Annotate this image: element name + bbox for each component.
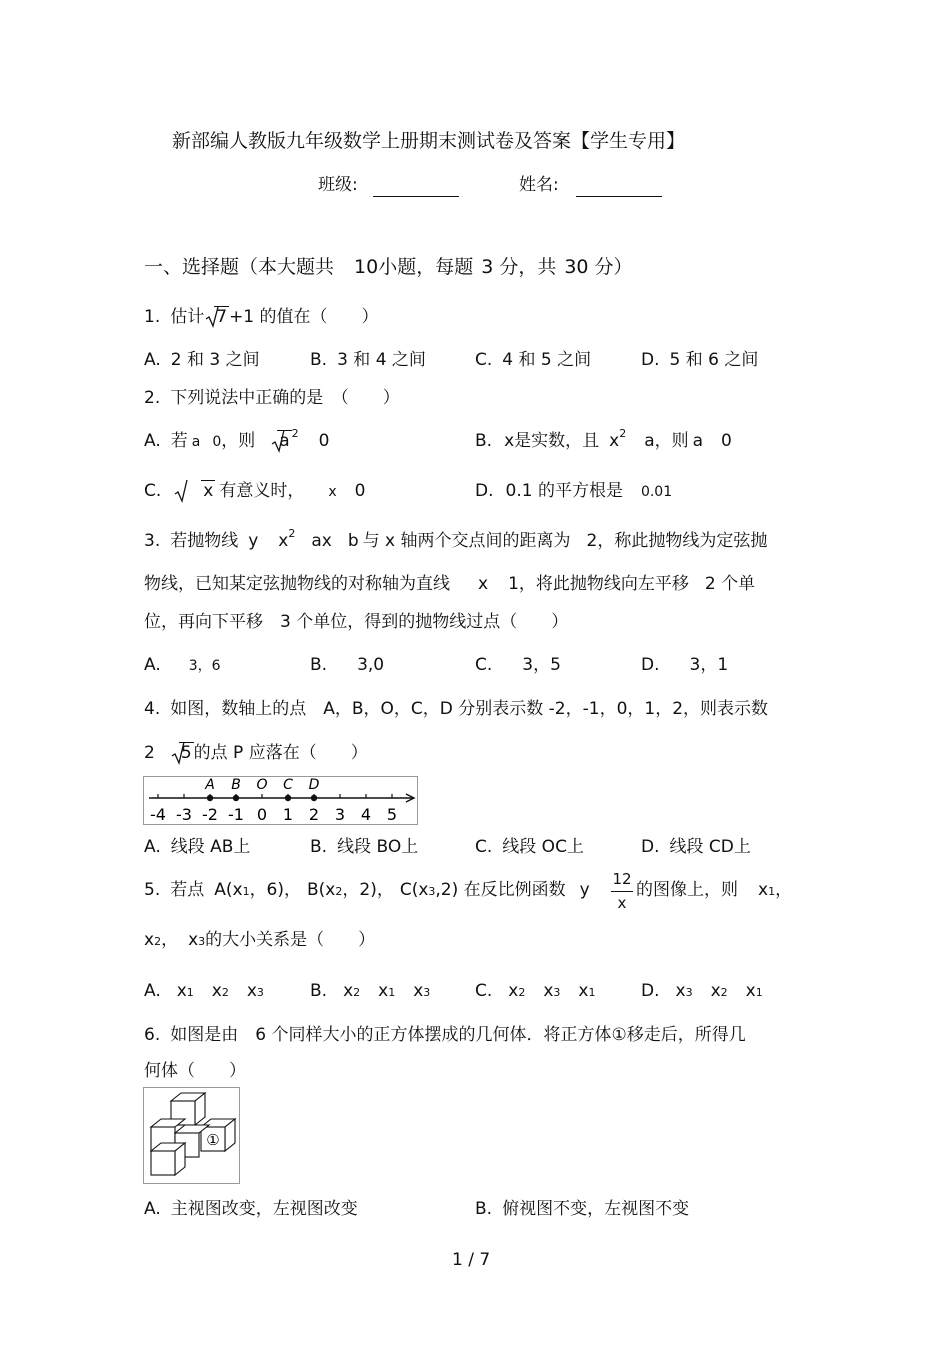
q4-option-c: C. 线段 OC上: [475, 837, 584, 857]
q2-radical-sign: [271, 429, 285, 453]
q2-option-a: A. 若 a 0，则 a $^2$ 0: [144, 427, 330, 451]
q4-radical-sign: [171, 741, 185, 765]
axis-tick-label: 4: [360, 805, 372, 824]
q5-option-b: B. x2 x1 x3: [310, 981, 431, 1001]
axis-tick-label: -1: [228, 805, 244, 824]
q3-line3: 位，再向下平移 3 个单位，得到的抛物线过点（ ）: [144, 612, 569, 632]
q4-option-a: A. 线段 AB上: [144, 837, 251, 857]
q3-option-d: D. 3，1: [641, 655, 729, 675]
q5-line1-end: 的图像上，则 x1，: [636, 880, 793, 900]
point-label: D: [308, 777, 320, 793]
q2-option-d: D. 0.1 的平方根是 0.01: [475, 481, 673, 501]
q1-option-b: B. 3 和 4 之间: [310, 350, 426, 370]
axis-tick-label: -4: [150, 805, 166, 824]
q5-option-a: A. x1 x2 x3: [144, 981, 264, 1001]
page-number: 1 / 7: [452, 1250, 491, 1270]
q3-line2: 物线，已知某定弦抛物线的对称轴为直线 x 1，将此抛物线向左平移 2 个单: [144, 574, 756, 594]
class-blank[interactable]: [373, 196, 459, 197]
q6-option-b: B. 俯视图不变，左视图不变: [475, 1199, 690, 1219]
q5-fraction-numerator: 12: [612, 870, 632, 888]
q3-option-c: C. 3，5: [475, 655, 561, 675]
point-label: O: [256, 777, 268, 793]
axis-tick-label: 2: [308, 805, 320, 824]
axis-tick-label: -2: [202, 805, 218, 824]
q4-line1: 4. 如图，数轴上的点 A，B，O，C，D 分别表示数 -2，-1，0，1，2，则表示数: [144, 699, 769, 719]
q3-option-b: B. 3,0: [310, 655, 385, 675]
point-dot: [285, 795, 291, 801]
q5-option-c: C. x2 x3 x1: [475, 981, 596, 1001]
section-heading: 一、选择题（本大题共 10小题，每题 3 分，共 30 分）: [144, 256, 633, 278]
q5-line2: x2， x3的大小关系是（ ）: [144, 930, 376, 950]
q2-stem: 2. 下列说法中正确的是 （ ）: [144, 388, 400, 408]
q5-line1: 5. 若点 A(x1，6)， B(x2，2)， C(x3,2) 在反比例函数 y: [144, 880, 590, 900]
q4-option-d: D. 线段 CD上: [641, 837, 751, 857]
axis-tick-label: 0: [256, 805, 268, 824]
q6-line1: 6. 如图是由 6 个同样大小的正方体摆成的几何体．将正方体①移走后，所得几: [144, 1025, 746, 1045]
doc-title: 新部编人教版九年级数学上册期末测试卷及答案【学生专用】: [172, 130, 686, 152]
cube-figure: [143, 1087, 241, 1185]
q1-radical: 7: [216, 307, 228, 327]
q1-radical-sign: [205, 306, 219, 328]
axis-tick-label: 3: [334, 805, 346, 824]
point-dot: [207, 795, 213, 801]
q2-option-c: C. x 有意义时， x 0: [144, 481, 366, 501]
q1-option-a: A. 2 和 3 之间: [144, 350, 260, 370]
point-label: B: [231, 777, 241, 793]
class-label: 班级:: [318, 175, 358, 195]
q4-line2: 2 5 的点 P 应落在（ ）: [144, 743, 368, 763]
number-line-figure: [143, 776, 419, 826]
q6-line2: 何体（ ）: [144, 1061, 246, 1081]
q2c-radical-sign: [174, 479, 188, 503]
q3-line1: 3. 若抛物线 y $x^2$ ax b 与 x 轴两个交点间的距离为 2，称此抛物线为定弦抛: [144, 527, 768, 551]
point-dot: [311, 795, 317, 801]
q3-option-a: A. 3，6: [144, 655, 221, 675]
q5-fraction-bar: [611, 891, 633, 892]
q1-option-c: C. 4 和 5 之间: [475, 350, 592, 370]
point-label: A: [205, 777, 215, 793]
point-dot: [233, 795, 239, 801]
q1-option-d: D. 5 和 6 之间: [641, 350, 759, 370]
q5-option-d: D. x3 x2 x1: [641, 981, 763, 1001]
name-label: 姓名:: [519, 175, 559, 195]
q1-stem: 1. 估计 7 +1 的值在（ ）: [144, 307, 379, 327]
q4-option-b: B. 线段 BO上: [310, 837, 419, 857]
q2-option-b: B. x是实数，且 $x^2$ a，则 a 0: [475, 427, 732, 451]
axis-tick-label: 5: [386, 805, 398, 824]
q5-fraction-denominator: x: [617, 894, 627, 912]
q6-option-a: A. 主视图改变，左视图改变: [144, 1199, 358, 1219]
name-blank[interactable]: [576, 196, 662, 197]
axis-tick-label: 1: [282, 805, 294, 824]
point-label: C: [283, 777, 293, 793]
axis-tick-label: -3: [176, 805, 192, 824]
cube-label: ①: [206, 1131, 220, 1149]
